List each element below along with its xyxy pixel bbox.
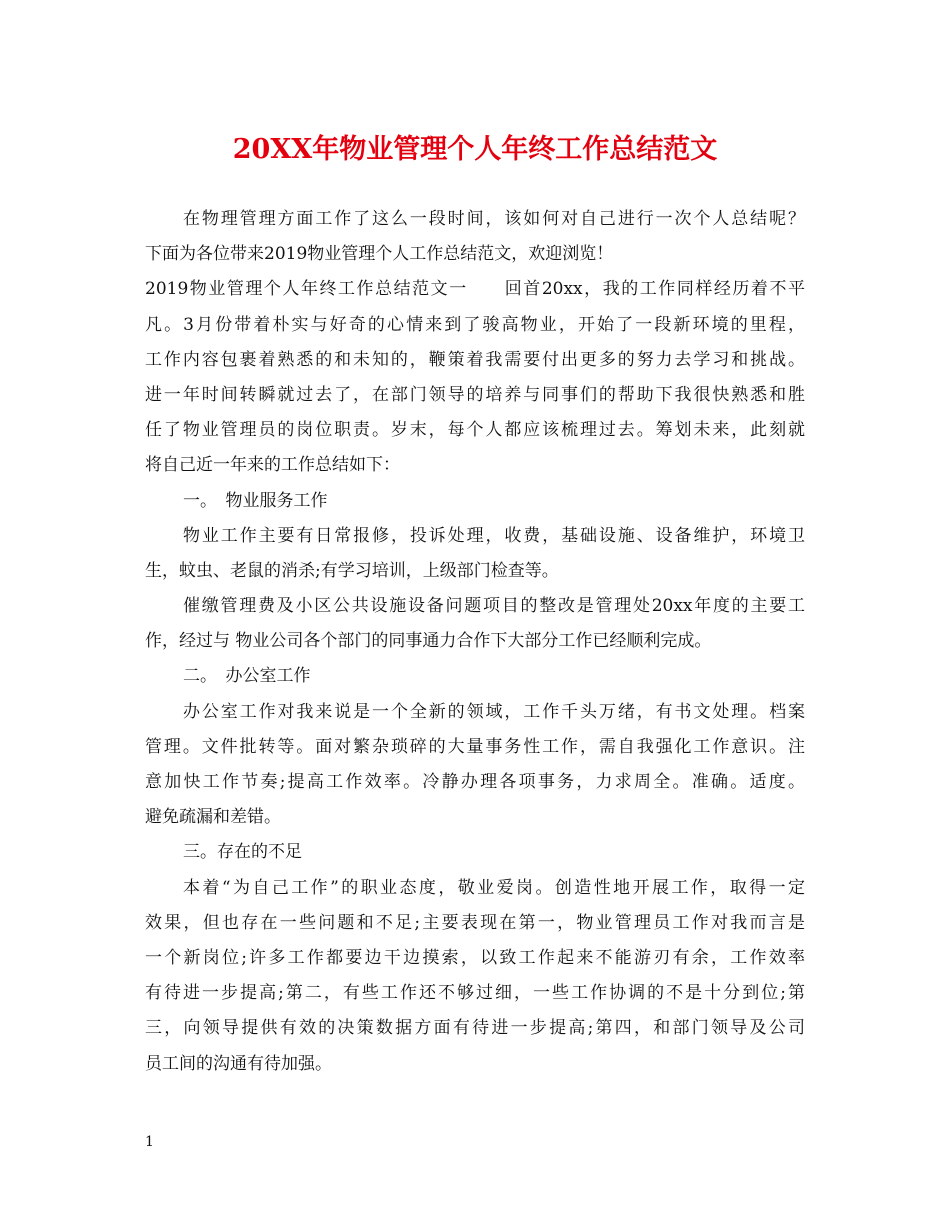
paragraph-line: 物业工作主要有日常报修，投诉处理，收费，基础设施、设备维护，环境卫 xyxy=(183,525,805,546)
document-title: 20XX年物业管理个人年终工作总结范文 xyxy=(232,134,718,165)
document-body xyxy=(145,202,805,1082)
paragraph-line: 效果，但也存在一些问题和不足;主要表现在第一，物业管理员工作对我而言是 xyxy=(145,912,805,933)
paragraph-line: 三，向领导提供有效的决策数据方面有待进一步提高;第四，和部门领导及公司 xyxy=(145,1018,805,1039)
paragraph-line: 生，蚊虫、老鼠的消杀;有学习培训，上级部门检查等。 xyxy=(145,560,559,581)
paragraph-line: 作，经过与 物业公司各个部门的同事通力合作下大部分工作已经顺利完成。 xyxy=(145,631,712,652)
paragraph-line: 一个新岗位;许多工作都要边干边摸索，以致工作起来不能游刃有余，工作效率 xyxy=(145,947,805,968)
paragraph-line: 意加快工作节奏;提高工作效率。冷静办理各项事务，力求周全。准确。适度。 xyxy=(145,772,805,792)
paragraph-line: 2019物业管理个人年终工作总结范文一 回首20xx，我的工作同样经历着不平 xyxy=(145,279,805,300)
paragraph-line: 凡。3月份带着朴实与好奇的心情来到了骏高物业，开始了一段新环境的里程， xyxy=(145,314,805,335)
paragraph-line: 催缴管理费及小区公共设施设备问题项目的整改是管理处20xx年度的主要工 xyxy=(183,596,805,617)
paragraph-line: 管理。文件批转等。面对繁杂琐碎的大量事务性工作，需自我强化工作意识。注 xyxy=(145,736,805,757)
paragraph-line: 任了物业管理员的岗位职责。岁末，每个人都应该梳理过去。筹划未来，此刻就 xyxy=(145,420,805,441)
paragraph-line: 办公室工作对我来说是一个全新的领域，工作千头万绪，有书文处理。档案 xyxy=(183,701,805,722)
paragraph-line: 本着“为自己工作”的职业态度，敬业爱岗。创造性地开展工作，取得一定 xyxy=(183,877,805,898)
paragraph-line: 在物理管理方面工作了这么一段时间，该如何对自己进行一次个人总结呢？ xyxy=(183,209,805,229)
paragraph-line: 下面为各位带来2019物业管理个人工作总结范文，欢迎浏览！ xyxy=(145,244,614,265)
paragraph-line: 有待进一步提高;第二，有些工作还不够过细，一些工作协调的不是十分到位;第 xyxy=(145,983,805,1004)
paragraph-line: 进一年时间转瞬就过去了，在部门领导的培养与同事们的帮助下我很快熟悉和胜 xyxy=(145,384,805,405)
paragraph-line: 将自己近一年来的工作总结如下： xyxy=(145,455,400,476)
section-heading: 三。存在的不足 xyxy=(183,842,302,863)
section-heading: 二。 办公室工作 xyxy=(183,666,311,687)
paragraph-line: 员工间的沟通有待加强。 xyxy=(145,1053,332,1074)
section-heading: 一。 物业服务工作 xyxy=(183,490,328,511)
paragraph-line: 工作内容包裹着熟悉的和未知的，鞭策着我需要付出更多的努力去学习和挑战。 xyxy=(145,349,805,370)
paragraph-line: 避免疏漏和差错。 xyxy=(145,807,281,828)
page-number: 1 xyxy=(145,1134,154,1150)
